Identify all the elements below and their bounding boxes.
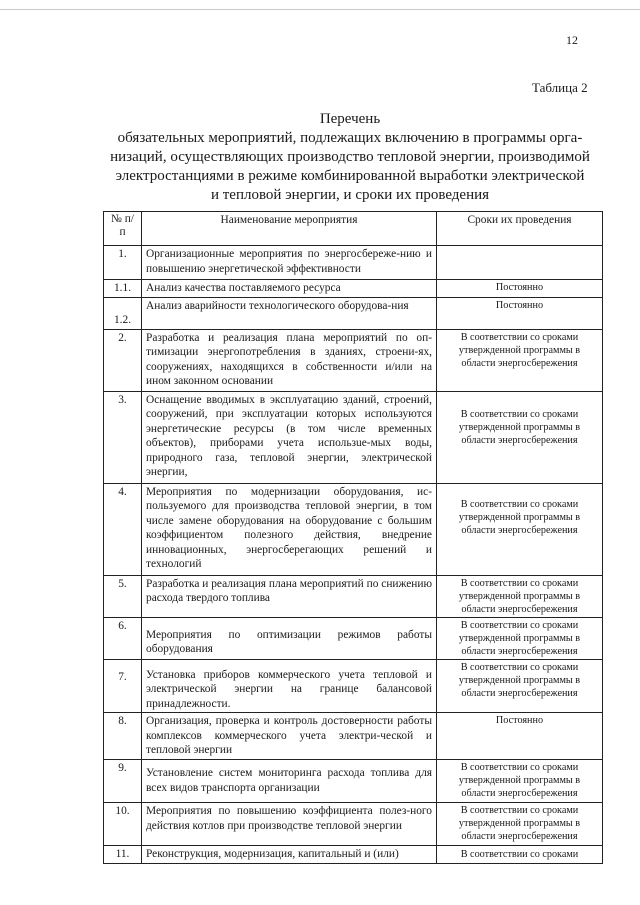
row-name: Мероприятия по модернизации оборудования, ис-пользуемого для производства тепловой энергии, в том числе замене оборудования на оборудование с большим коэффициентом полезного действия, внедрение инновационных, энергосберегающих решений и технологий (142, 483, 437, 575)
scan-top-edge (0, 9, 640, 10)
table-row (104, 659, 603, 713)
row-term: В соответствии со сроками утвержденной программы в области энергосбережения (437, 575, 603, 617)
row-name: Организационные мероприятия по энергосбереже-нию и повышению энергетической эффективности (142, 246, 437, 280)
column-header-name: Наименование мероприятия (142, 212, 437, 246)
row-name: Мероприятия по оптимизации режимов работы оборудования (142, 617, 437, 659)
row-name: Разработка и реализация плана мероприятий по оп-тимизации энергопотребления в зданиях, строени-ях, сооружениях, находящихся в собственности и/или на ином законном основании (142, 329, 437, 391)
row-term: В соответствии со сроками утвержденной программы в области энергосбережения (437, 617, 603, 659)
row-term: В соответствии со сроками утвержденной программы в области энергосбережения (437, 659, 603, 713)
row-name: Установление систем мониторинга расхода топлива для всех видов транспорта организации (142, 760, 437, 803)
table-row (104, 846, 603, 864)
document-heading (60, 110, 640, 205)
row-term: В соответствии со сроками утвержденной программы в области энергосбережения (437, 391, 603, 483)
measures-table (103, 211, 603, 864)
heading-line: обязательных мероприятий, подлежащих включению в программы орга- (117, 130, 583, 146)
table-row (104, 575, 603, 617)
row-term: В соответствии со сроками утвержденной программы в области энергосбережения (437, 803, 603, 846)
row-term: Постоянно (437, 297, 603, 329)
table-label: Таблица 2 (532, 80, 588, 95)
row-name: Реконструкция, модернизация, капитальный и (или) (142, 846, 437, 864)
row-term (437, 246, 603, 280)
table-row (104, 391, 603, 483)
table-header-row (104, 212, 603, 246)
row-term: Постоянно (437, 713, 603, 760)
row-num: 7. (104, 659, 142, 713)
row-name: Оснащение вводимых в эксплуатацию зданий, строений, сооружений, при эксплуатации которых используются энергетические ресурсы (в том числе временных объектов), приборами учета использue-мых воды, природного газа, тепловой энергии, электрической энергии, (142, 391, 437, 483)
row-name: Разработка и реализация плана мероприятий по снижению расхода твердого топлива (142, 575, 437, 617)
row-num: 6. (104, 617, 142, 659)
row-name: Организация, проверка и контроль достоверности работы комплексов коммерческого учета электри-ческой и тепловой энергии (142, 713, 437, 760)
row-name: Мероприятия по повышению коэффициента полез-ного действия котлов при производстве тепловой энергии (142, 803, 437, 846)
table-row (104, 329, 603, 391)
row-num: 1.2. (104, 297, 142, 329)
row-name: Анализ качества поставляемого ресурса (142, 280, 437, 298)
row-name: Анализ аварийности технологического оборудова-ния (142, 297, 437, 329)
table-row (104, 297, 603, 329)
row-term: В соответствии со сроками утвержденной программы в области энергосбережения (437, 760, 603, 803)
row-num: 8. (104, 713, 142, 760)
table-row (104, 713, 603, 760)
table-row (104, 617, 603, 659)
table-row (104, 280, 603, 298)
row-term: Постоянно (437, 280, 603, 298)
row-name: Установка приборов коммерческого учета тепловой и электрической энергии на границе балансовой принадлежности. (142, 659, 437, 713)
page-number: 12 (566, 33, 578, 47)
row-num: 2. (104, 329, 142, 391)
row-num: 4. (104, 483, 142, 575)
row-term: В соответствии со сроками (437, 846, 603, 864)
column-header-num: № п/п (104, 212, 142, 246)
row-num: 9. (104, 760, 142, 803)
table-row (104, 246, 603, 280)
heading-line: и тепловой энергии, и сроки их проведения (210, 187, 490, 203)
row-num: 10. (104, 803, 142, 846)
row-num: 1. (104, 246, 142, 280)
row-num: 3. (104, 391, 142, 483)
heading-title: Перечень (319, 111, 381, 127)
row-term: В соответствии со сроками утвержденной программы в области энергосбережения (437, 329, 603, 391)
heading-line: низаций, осуществляющих производство тепловой энергии, производимой (110, 149, 590, 165)
table-row (104, 483, 603, 575)
table-row (104, 803, 603, 846)
heading-line: электростанциями в режиме комбинированной выработки электрической (115, 168, 585, 184)
row-num: 5. (104, 575, 142, 617)
table-row (104, 760, 603, 803)
column-header-term: Сроки их проведения (437, 212, 603, 246)
row-num: 11. (104, 846, 142, 864)
row-term: В соответствии со сроками утвержденной программы в области энергосбережения (437, 483, 603, 575)
row-num: 1.1. (104, 280, 142, 298)
